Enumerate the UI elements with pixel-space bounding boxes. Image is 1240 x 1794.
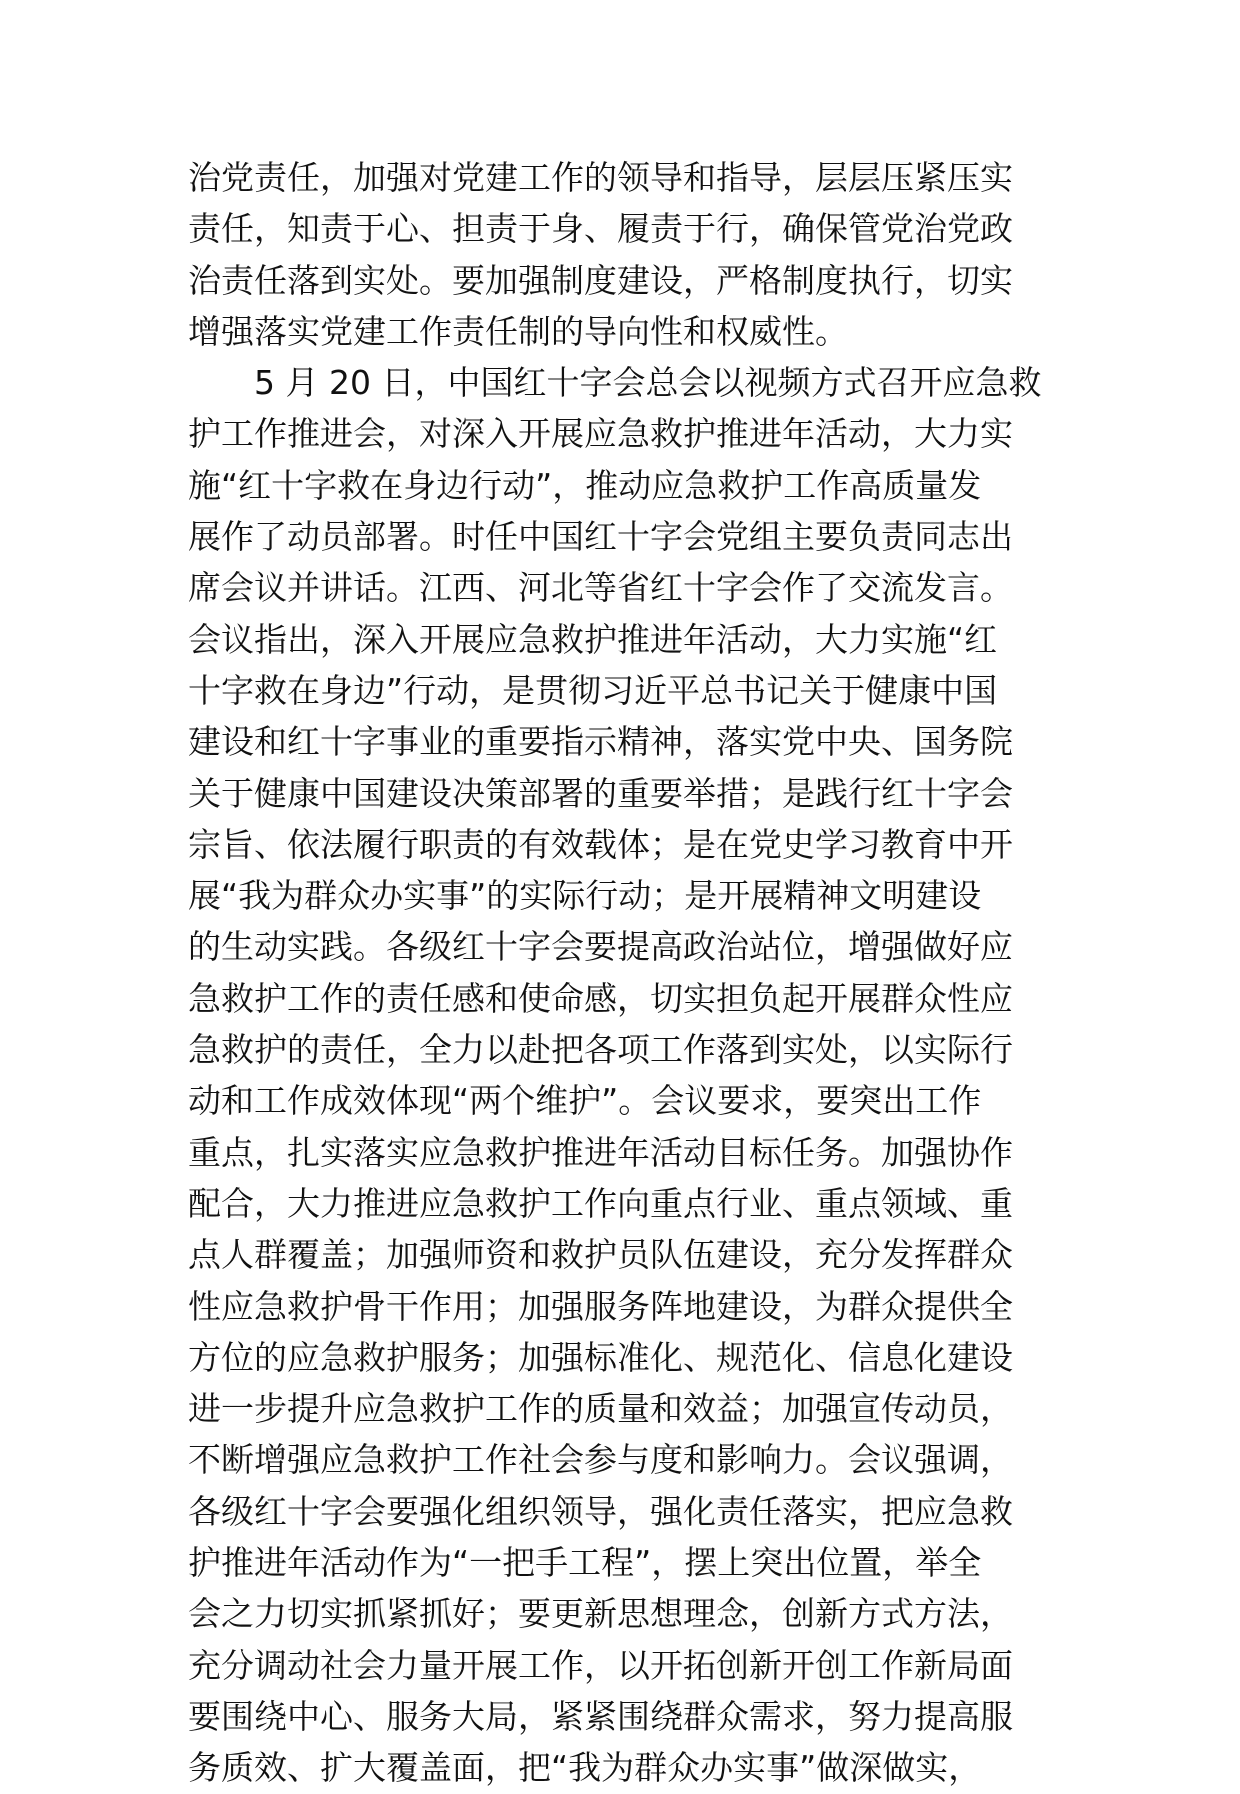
- text-line: 关于健康中国建设决策部署的重要举措；是践行红十字会: [188, 773, 1013, 813]
- text-line: 进一步提升应急救护工作的质量和效益；加强宣传动员，: [188, 1389, 1013, 1429]
- text-line: 各级红十字会要强化组织领导，强化责任落实，把应急救: [188, 1491, 1013, 1531]
- text-line: 治责任落到实处。要加强制度建设，严格制度执行，切实: [188, 260, 1013, 300]
- text-line: 急救护工作的责任感和使命感，切实担负起开展群众性应: [188, 978, 1013, 1018]
- body-text: [188, 152, 1068, 1794]
- text-line: 点人群覆盖；加强师资和救护员队伍建设，充分发挥群众: [188, 1235, 1013, 1275]
- text-line: 动和工作成效体现“两个维护”。会议要求，要突出工作: [188, 1081, 982, 1121]
- text-line: 宗旨、依法履行职责的有效载体；是在党史学习教育中开: [188, 824, 1013, 864]
- text-line: 治党责任，加强对党建工作的领导和指导，层层压紧压实: [188, 158, 1013, 197]
- text-line: 施“红十字救在身边行动”，推动应急救护工作高质量发: [188, 465, 982, 505]
- text-line: 十字救在身边”行动，是贯彻习近平总书记关于健康中国: [188, 670, 998, 710]
- text-line: 方位的应急救护服务；加强标准化、规范化、信息化建设: [188, 1337, 1013, 1377]
- text-line: 建设和红十字事业的重要指示精神，落实党中央、国务院: [188, 722, 1013, 762]
- text-line: 的生动实践。各级红十字会要提高政治站位，增强做好应: [188, 927, 1013, 967]
- text-line: 急救护的责任，全力以赴把各项工作落到实处，以实际行: [188, 1030, 1013, 1070]
- text-line: 充分调动社会力量开展工作，以开拓创新开创工作新局面: [188, 1645, 1013, 1685]
- text-line: 不断增强应急救护工作社会参与度和影响力。会议强调，: [188, 1440, 1013, 1480]
- text-line: 性应急救护骨干作用；加强服务阵地建设，为群众提供全: [188, 1286, 1013, 1326]
- text-line: 展“我为群众办实事”的实际行动；是开展精神文明建设: [188, 876, 982, 916]
- text-line: 护推进年活动作为“一把手工程”，摆上突出位置，举全: [188, 1543, 982, 1583]
- paragraph-start-line: 5 月 20 日，中国红十字会总会以视频方式召开应急救: [254, 363, 1042, 403]
- text-line: 护工作推进会，对深入开展应急救护推进年活动，大力实: [188, 414, 1013, 454]
- text-line: 展作了动员部署。时任中国红十字会党组主要负责同志出: [188, 517, 1013, 557]
- text-line: 责任，知责于心、担责于身、履责于行，确保管党治党政: [188, 209, 1013, 249]
- text-line: 席会议并讲话。江西、河北等省红十字会作了交流发言。: [188, 568, 1013, 608]
- text-line: 会议指出，深入开展应急救护推进年活动，大力实施“红: [188, 619, 998, 659]
- text-line: 增强落实党建工作责任制的导向性和权威性。: [188, 311, 848, 351]
- text-line: 会之力切实抓紧抓好；要更新思想理念，创新方式方法，: [188, 1594, 1013, 1634]
- text-line: 重点，扎实落实应急救护推进年活动目标任务。加强协作: [188, 1132, 1013, 1172]
- text-line: 配合，大力推进应急救护工作向重点行业、重点领域、重: [188, 1183, 1013, 1223]
- text-line: 要围绕中心、服务大局，紧紧围绕群众需求，努力提高服: [188, 1696, 1013, 1736]
- text-line: 务质效、扩大覆盖面，把“我为群众办实事”做深做实，: [188, 1748, 982, 1788]
